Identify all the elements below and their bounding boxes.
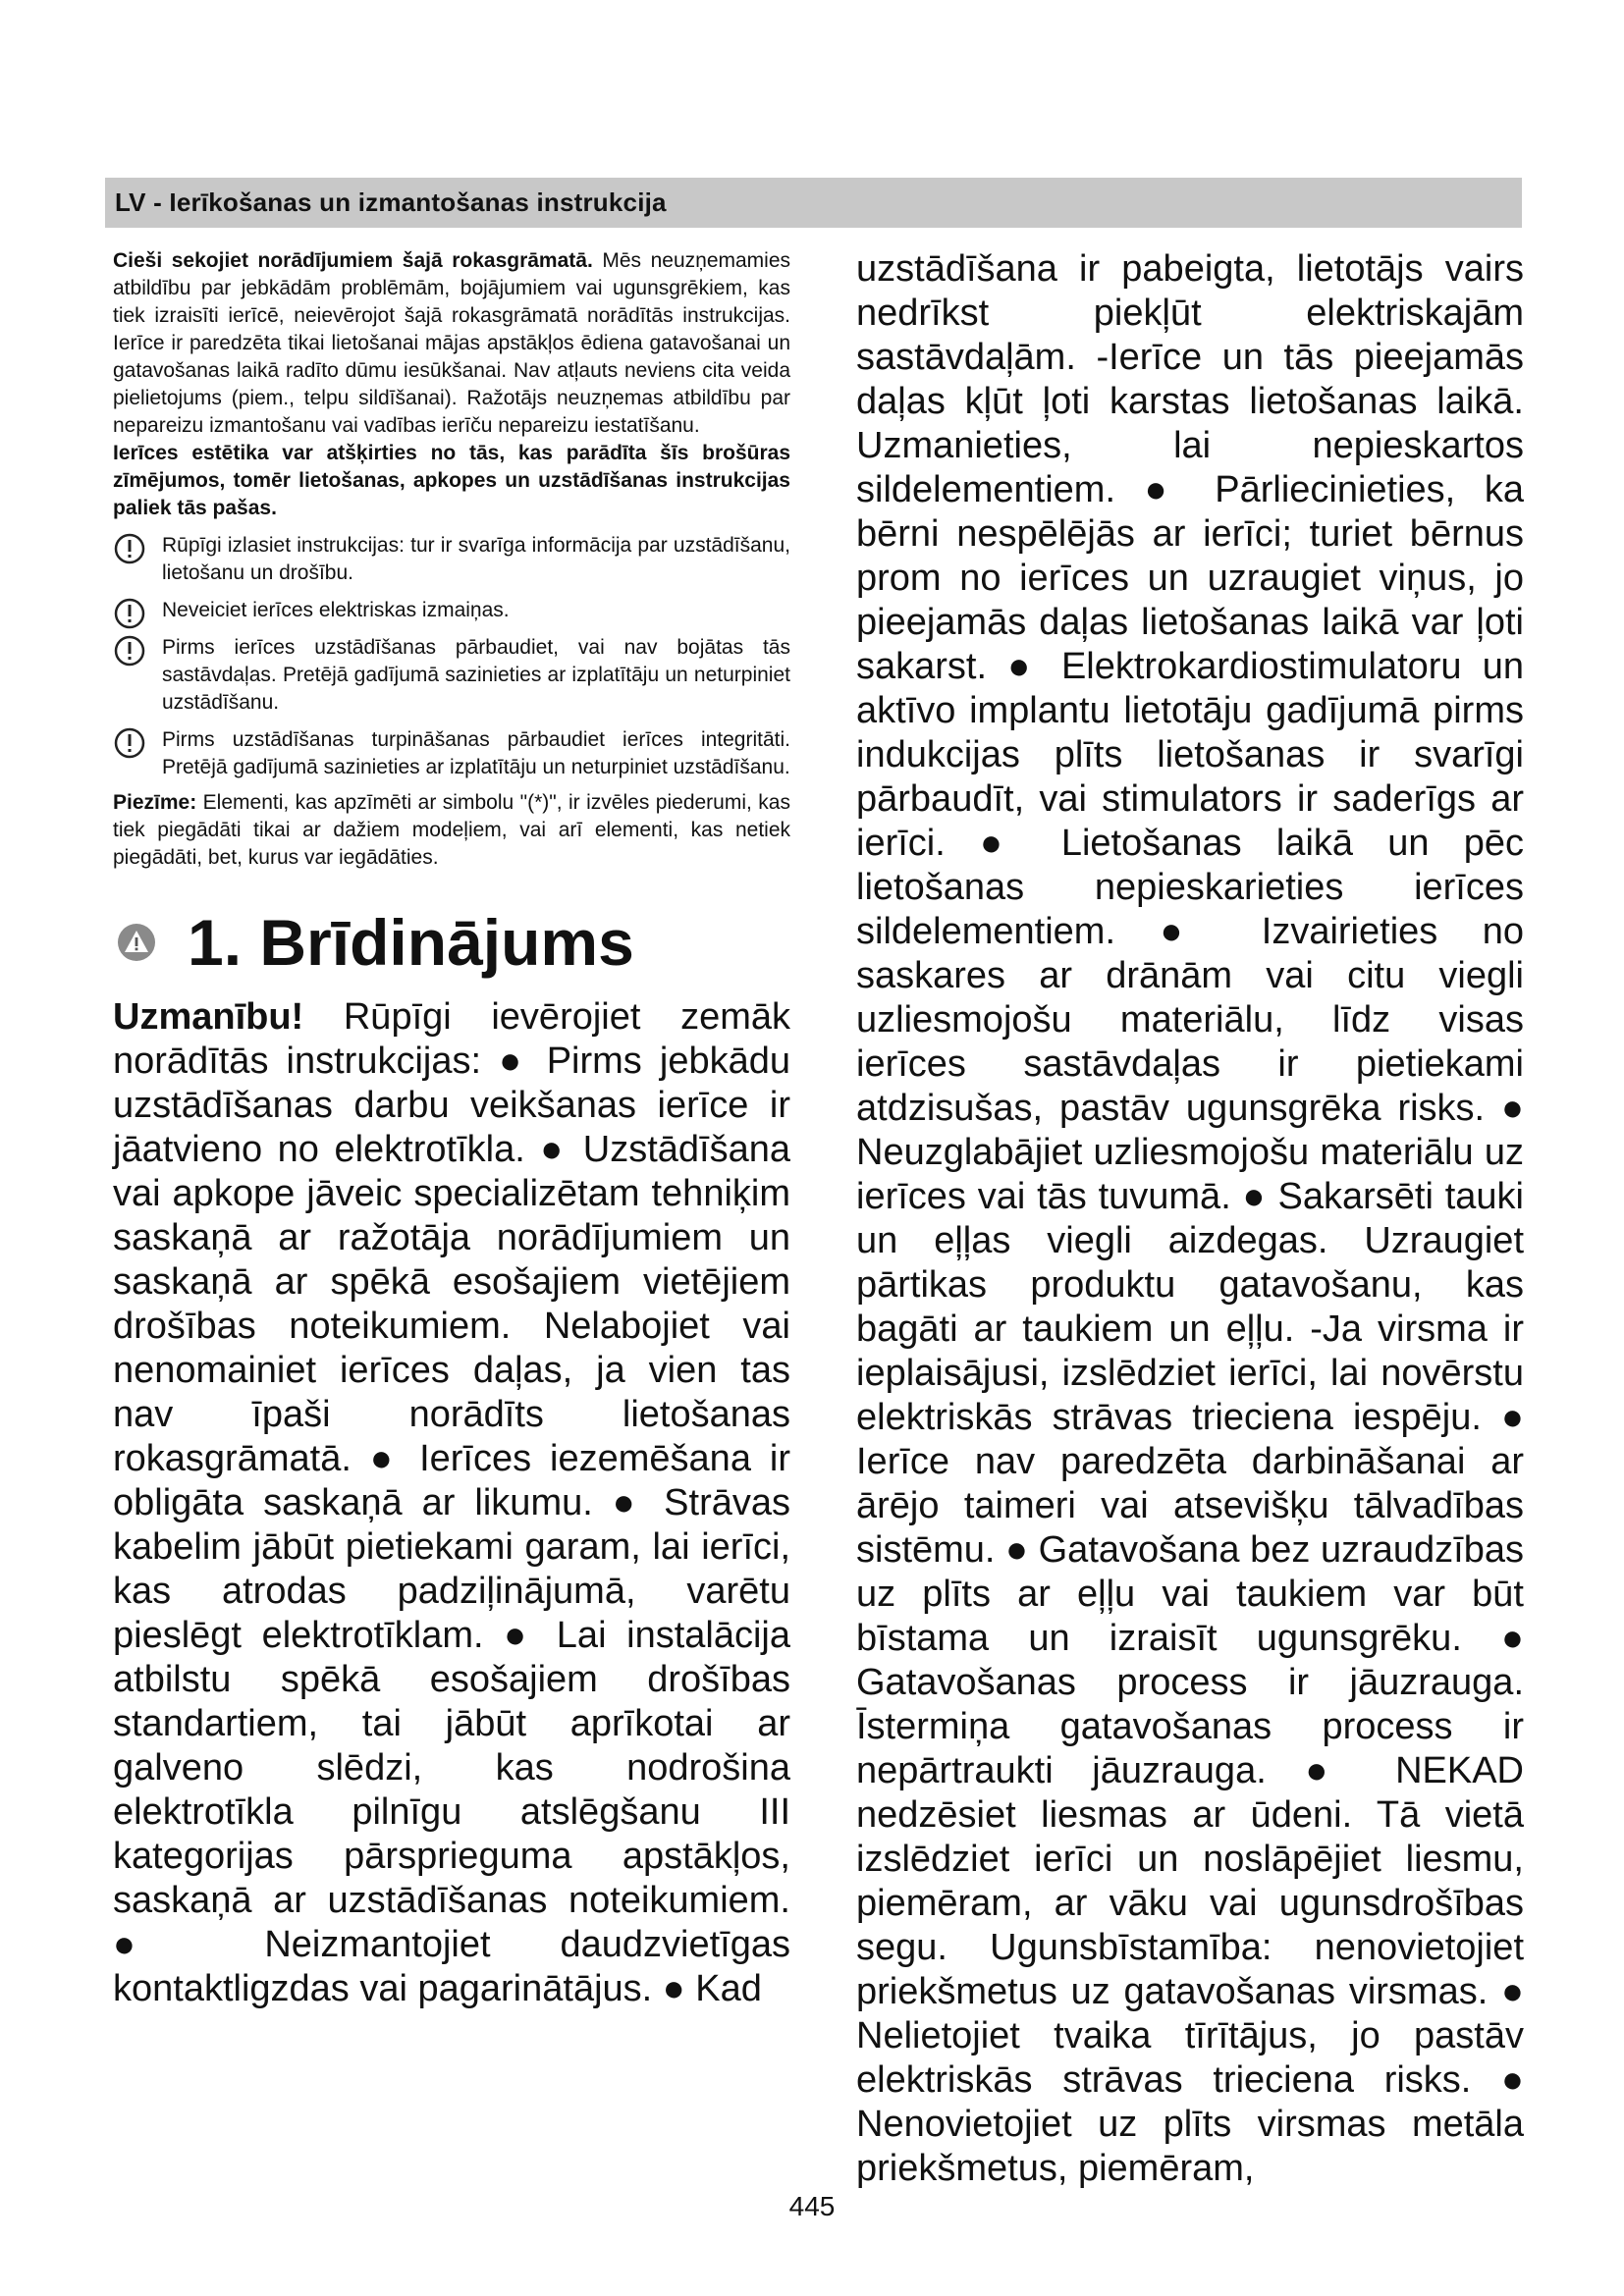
warning-text: Pirms uzstādīšanas turpināšanas pārbaudiet ierīces integritāti. Pretējā gadījumā sazinieties ar izplatītāju un neturpiniet uzstādīšanu. — [162, 728, 790, 778]
intro-text: Mēs neuzņemamies atbildību par jebkādām problēmām, bojājumiem vai ugunsgrēkiem, kas tiek izraisīti ierīcē, neievērojot šajā rokasgrāmatā norādītās instrukcijas. Ierīce ir paredzēta tikai lietošanai mājas apstākļos ēdiena gatavošanai un gatavošanas laikā radīto dūmu iesūkšanai. Nav atļauts neviens cita veida pielietojums (piem., telpu sildīšanai). Ražotājs neuzņemas atbildību par nepareizu izmantošanu vai vadības ierīču nepareizu iestatīšanu. — [113, 249, 791, 437]
body-left-text: Rūpīgi ievērojiet zemāk norādītās instrukcijas: ● Pirms jebkādu uzstādīšanas darbu veikšanas ierīce ir jāatvieno no elektrotīkla. ● Uzstādīšana vai apkope jāveic specializētam tehniķim saskaņā ar ražotāja norādījumiem un saskaņā ar spēkā esošajiem vietējiem drošības noteikumiem. Nelabojiet vai nenomainiet ierīces daļas, ja vien tas nav īpaši norādīts lietošanas rokasgrāmatā. ● Ierīces iezemēšana ir obligāta saskaņā ar likumu. ● Strāvas kabelim jābūt pietiekami garam, lai ierīci, kas atrodas padziļinājumā, varētu pieslēgt elektrotīklam. ● Lai instalācija atbilstu spēkā esošajiem drošības standartiem, tai jābūt aprīkotai ar galveno slēdzi, kas nodrošina elektrotīkla pilnīgu atslēgšanu III kategorijas pārsprieguma apstākļos, saskaņā ar uzstādīšanas noteikumiem. ● Neizmantojiet daudzvietīgas kontaktligzdas vai pagarinātājus. ● Kad — [113, 996, 790, 2009]
page-number: 445 — [788, 2191, 836, 2221]
warning-text: Rūpīgi izlasiet instrukcijas: tur ir svarīga informācija par uzstādīšanu, lietošanu un drošību. — [162, 534, 790, 584]
left-column — [113, 247, 790, 2011]
warning-text: Neveiciet ierīces elektriskas izmaiņas. — [162, 599, 510, 621]
note-label: Piezīme: — [113, 791, 197, 814]
warning-item — [113, 634, 790, 717]
caution-circle-icon — [113, 532, 146, 565]
warning-text: Pirms ierīces uzstādīšanas pārbaudiet, vai nav bojātas tās sastāvdaļas. Pretējā gadījumā sazinieties ar izplatītāju un neturpiniet uzstādīšanu. — [162, 636, 790, 714]
warning-item — [113, 532, 790, 587]
section-heading — [113, 893, 790, 991]
body-lead: Uzmanību! — [113, 996, 304, 1038]
warning-item — [113, 726, 790, 781]
section-title: 1. Brīdinājums — [188, 906, 634, 979]
aesthetics-note: Ierīces estētika var atšķirties no tās, kas parādīta šīs brošūras zīmējumos, tomēr lietošanas, apkopes un uzstādīšanas instrukcijas paliek tās pašas. — [113, 442, 790, 519]
body-right-paragraph: uzstādīšana ir pabeigta, lietotājs vairs nedrīkst piekļūt elektriskajām sastāvdaļām. -Ierīce un tās pieejamās daļas kļūt ļoti karstas lietošanas laikā. Uzmanieties, lai nepieskartos sildelementiem. ● Pārliecinieties, ka bērni nespēlējās ar ierīci; turiet bērnus prom no ierīces un uzraugiet viņus, jo pieejamās daļas lietošanas laikā var ļoti sakarst. ● Elektrokardiostimulatoru un aktīvo implantu lietotāju gadījumā pirms indukcijas plīts lietošanas ir svarīgi pārbaudīt, vai stimulators ir saderīgs ar ierīci. ● Lietošanas laikā un pēc lietošanas nepieskarieties ierīces sildelementiem. ● Izvairieties no saskares ar drānām vai citu viegli uzliesmojošu materiālu, līdz visas ierīces sastāvdaļas ir pietiekami atdzisušas, pastāv ugunsgrēka risks. ● Neuzglabājiet uzliesmojošu materiālu uz ierīces vai tās tuvumā. ● Sakarsēti tauki un eļļas viegli aizdegas. Uzraugiet pārtikas produktu gatavošanu, kas bagāti ar taukiem un eļļu. -Ja virsma ir ieplaisājusi, izslēdziet ierīci, lai novērstu elektriskās strāvas trieciena iespēju. ● Ierīce nav paredzēta darbināšanai ar ārējo taimeri vai atsevišķu tālvadības sistēmu. ● Gatavošana bez uzraudzības uz plīts ar eļļu vai taukiem var būt bīstama un izraisīt ugunsgrēku. ● Gatavošanas process ir jāuzrauga. Īstermiņa gatavošanas process ir nepārtraukti jāuzrauga. ● NEKAD nedzēsiet liesmas ar ūdeni. Tā vietā izslēdziet ierīci un noslāpējiet liesmu, piemēram, ar vāku vai ugunsdrošības segu. Ugunsbīstamība: nenovietojiet priekšmetus uz gatavošanas virsmas. ● Nelietojiet tvaika tīrītājus, jo pastāv elektriskās strāvas trieciena risks. ● Nenovietojiet uz plīts virsmas metāla priekšmetus, piemēram, — [856, 248, 1524, 2189]
body-left-paragraph — [113, 995, 790, 2011]
intro-paragraph — [113, 247, 790, 440]
note-text: Elementi, kas apzīmēti ar simbolu "(*)", ir izvēles piederumi, kas tiek piegādāti tikai ar dažiem modeļiem, vai arī elementi, kas netiek piegādāti, bet, kurus var iegādāties. — [113, 791, 790, 869]
note-paragraph — [113, 789, 790, 872]
header-bar — [105, 178, 1522, 228]
page-header-title: LV - Ierīkošanas un izmantošanas instrukcija — [115, 187, 667, 217]
right-column — [856, 247, 1524, 2191]
warning-item — [113, 597, 790, 624]
warning-triangle-icon — [117, 923, 156, 962]
caution-circle-icon — [113, 597, 146, 630]
caution-circle-icon — [113, 726, 146, 760]
intro-lead: Cieši sekojiet norādījumiem šajā rokasgrāmatā. — [113, 249, 593, 272]
caution-circle-icon — [113, 634, 146, 667]
